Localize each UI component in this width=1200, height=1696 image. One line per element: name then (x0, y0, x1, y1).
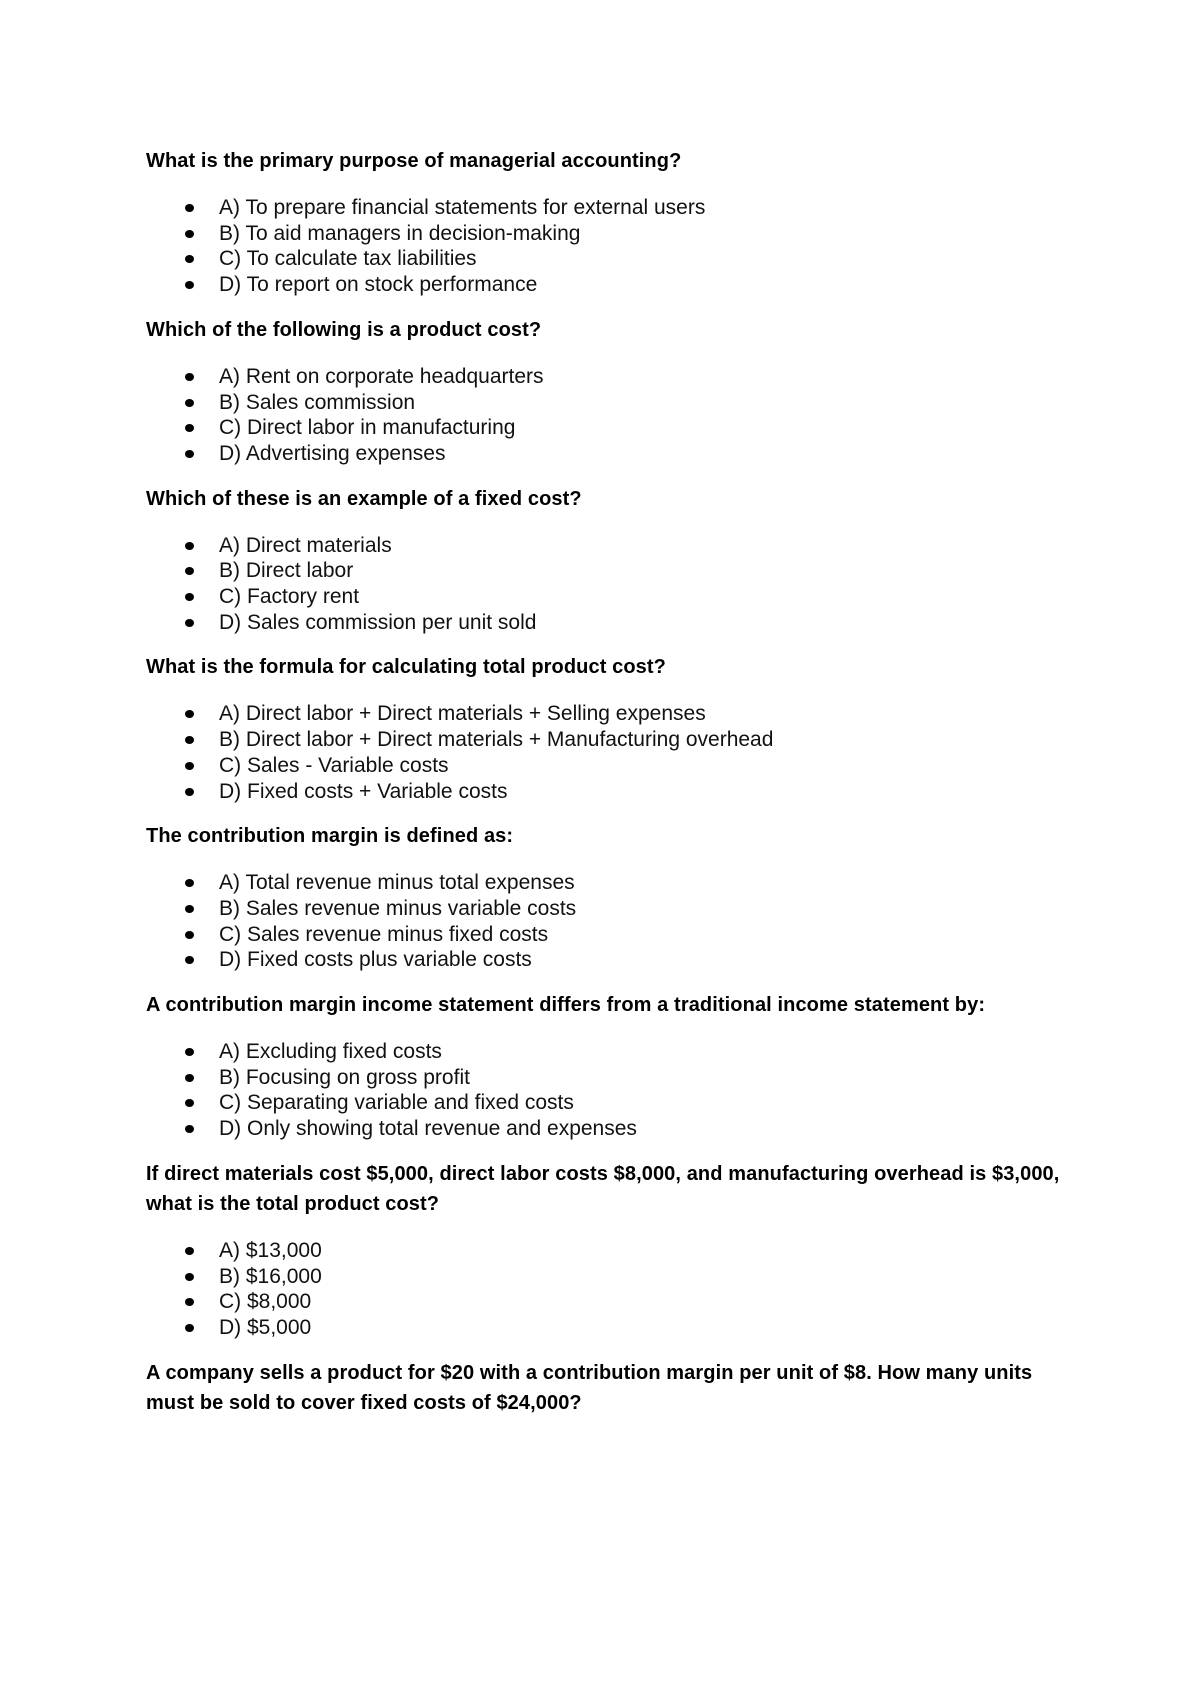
answer-option (146, 195, 1066, 221)
answer-option (146, 1315, 1066, 1341)
bullet-icon (185, 1125, 194, 1133)
answer-option (146, 441, 1066, 467)
answer-option-text: B) Sales revenue minus variable costs (219, 896, 577, 920)
answer-options-list (146, 1039, 1066, 1142)
answer-options-list (146, 701, 1066, 804)
question-text: Which of these is an example of a fixed cost? (146, 487, 582, 510)
answer-option (146, 947, 1066, 973)
answer-option-text: D) To report on stock performance (219, 273, 538, 297)
answer-option (146, 1116, 1066, 1142)
answer-option-text: B) Focusing on gross profit (219, 1065, 470, 1089)
answer-option (146, 533, 1066, 559)
answer-option-text: A) Rent on corporate headquarters (219, 364, 544, 388)
bullet-icon (185, 710, 194, 718)
answer-option (146, 922, 1066, 948)
answer-option-text: B) Direct labor + Direct materials + Manufacturing overhead (219, 728, 774, 752)
answer-option-text: D) Advertising expenses (219, 441, 446, 465)
bullet-icon (185, 1324, 194, 1332)
bullet-icon (185, 424, 194, 432)
bullet-icon (185, 931, 194, 939)
answer-option (146, 558, 1066, 584)
answer-option (146, 246, 1066, 272)
bullet-icon (185, 956, 194, 964)
answer-option (146, 364, 1066, 390)
answer-option (146, 1065, 1066, 1091)
answer-option (146, 727, 1066, 753)
question-block (146, 652, 1066, 804)
answer-options-list (146, 195, 1066, 298)
bullet-icon (185, 905, 194, 913)
answer-option-text: C) To calculate tax liabilities (219, 247, 477, 271)
answer-option-text: C) Sales revenue minus fixed costs (219, 922, 549, 946)
answer-option-text: D) Fixed costs plus variable costs (219, 948, 532, 972)
answer-option-text: A) Direct labor + Direct materials + Selling expenses (219, 702, 706, 726)
answer-option (146, 610, 1066, 636)
bullet-icon (185, 1048, 194, 1056)
answer-option-text: A) $13,000 (219, 1238, 322, 1262)
answer-option (146, 1264, 1066, 1290)
answer-option-text: B) Direct labor (219, 559, 354, 583)
answer-option-text: A) Direct materials (219, 533, 392, 557)
answer-option (146, 870, 1066, 896)
answer-option (146, 1090, 1066, 1116)
answer-option-text: C) Sales - Variable costs (219, 753, 449, 777)
answer-option-text: A) Excluding fixed costs (219, 1040, 442, 1064)
bullet-icon (185, 373, 194, 381)
answer-option-text: C) Factory rent (219, 585, 360, 609)
answer-option-text: C) $8,000 (219, 1290, 312, 1314)
question-block (146, 1159, 1066, 1341)
question-block (146, 146, 1066, 298)
question-text: A contribution margin income statement differs from a traditional income statement by: (146, 994, 986, 1017)
bullet-icon (185, 736, 194, 744)
answer-option-text: A) To prepare financial statements for external users (219, 196, 706, 219)
bullet-icon (185, 879, 194, 887)
bullet-icon (185, 450, 194, 458)
answer-option (146, 1238, 1066, 1264)
answer-option (146, 896, 1066, 922)
answer-option-text: C) Separating variable and fixed costs (219, 1091, 574, 1115)
question-block (146, 1358, 1066, 1418)
question-text: What is the primary purpose of managerial accounting? (146, 150, 682, 172)
bullet-icon (185, 1298, 194, 1306)
answer-option (146, 1289, 1066, 1315)
bullet-icon (185, 593, 194, 601)
answer-options-list (146, 870, 1066, 973)
question-text: What is the formula for calculating total product cost? (146, 656, 666, 679)
answer-option-text: B) Sales commission (219, 390, 416, 414)
bullet-icon (185, 1099, 194, 1107)
bullet-icon (185, 255, 194, 263)
bullet-icon (185, 542, 194, 550)
answer-option (146, 701, 1066, 727)
answer-option-text: D) Only showing total revenue and expenses (219, 1117, 637, 1141)
question-text: The contribution margin is defined as: (146, 825, 514, 848)
document-content (146, 146, 1066, 1437)
answer-option (146, 753, 1066, 779)
bullet-icon (185, 204, 194, 212)
question-block (146, 990, 1066, 1142)
answer-option-text: B) $16,000 (219, 1264, 322, 1288)
bullet-icon (185, 619, 194, 627)
answer-option (146, 221, 1066, 247)
bullet-icon (185, 1247, 194, 1255)
question-block (146, 821, 1066, 973)
bullet-icon (185, 281, 194, 289)
bullet-icon (185, 788, 194, 796)
answer-options-list (146, 1238, 1066, 1341)
answer-option (146, 1039, 1066, 1065)
bullet-icon (185, 567, 194, 575)
bullet-icon (185, 399, 194, 407)
answer-option-text: D) Sales commission per unit sold (219, 610, 537, 634)
question-text: Which of the following is a product cost? (146, 318, 542, 341)
answer-option-text: D) Fixed costs + Variable costs (219, 779, 508, 803)
question-block (146, 484, 1066, 636)
answer-option (146, 779, 1066, 805)
question-block (146, 315, 1066, 467)
bullet-icon (185, 762, 194, 770)
bullet-icon (185, 1273, 194, 1281)
bullet-icon (185, 230, 194, 238)
answer-options-list (146, 533, 1066, 636)
answer-option-text: B) To aid managers in decision-making (219, 221, 581, 245)
question-text: A company sells a product for $20 with a contribution margin per unit of $8. How many units must be sold to cover fixed costs of $24,000? (146, 1361, 1033, 1414)
answer-option (146, 584, 1066, 610)
answer-option-text: C) Direct labor in manufacturing (219, 416, 516, 440)
answer-option-text: A) Total revenue minus total expenses (219, 871, 575, 895)
answer-option-text: D) $5,000 (219, 1315, 312, 1339)
answer-option (146, 415, 1066, 441)
answer-option (146, 390, 1066, 416)
bullet-icon (185, 1074, 194, 1082)
answer-options-list (146, 364, 1066, 467)
question-text: If direct materials cost $5,000, direct labor costs $8,000, and manufacturing overhead is $3,000, what is the total product cost? (146, 1162, 1060, 1215)
answer-option (146, 272, 1066, 298)
